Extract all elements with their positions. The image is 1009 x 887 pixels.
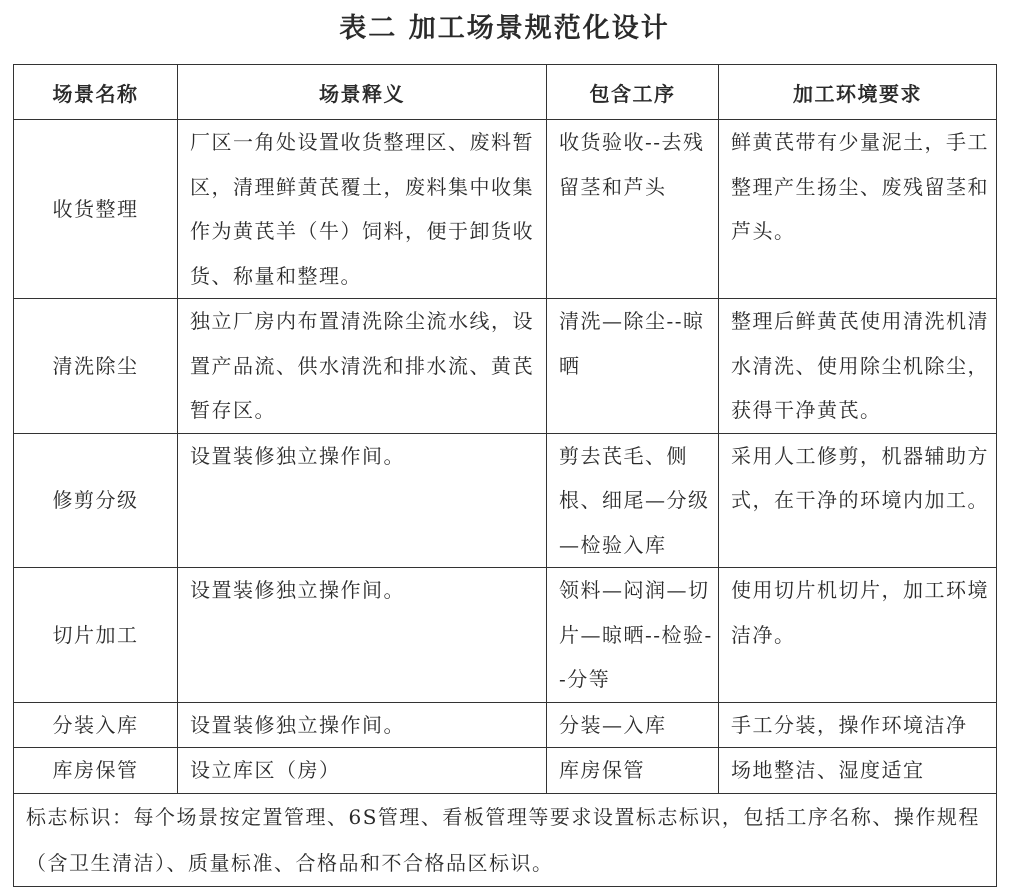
process-cell: 剪去芪毛、侧根、细尾—分级—检验入库 <box>547 433 719 568</box>
table-row <box>14 299 997 434</box>
footer-row <box>14 793 997 886</box>
header-scene-name: 场景名称 <box>14 65 178 120</box>
table-row <box>14 120 997 299</box>
table-row <box>14 702 997 748</box>
header-process: 包含工序 <box>547 65 719 120</box>
env-cell: 鲜黄芪带有少量泥土，手工整理产生扬尘、废残留茎和芦头。 <box>719 120 997 299</box>
header-scene-desc: 场景释义 <box>178 65 547 120</box>
scene-desc-cell: 独立厂房内布置清洗除尘流水线，设置产品流、供水清洗和排水流、黄芪暂存区。 <box>178 299 547 434</box>
env-cell: 使用切片机切片，加工环境洁净。 <box>719 568 997 703</box>
scene-name-cell: 库房保管 <box>14 748 178 794</box>
table-row <box>14 568 997 703</box>
env-cell: 采用人工修剪，机器辅助方式，在干净的环境内加工。 <box>719 433 997 568</box>
table-row <box>14 433 997 568</box>
process-cell: 领料—闷润—切片—晾晒--检验--分等 <box>547 568 719 703</box>
env-cell: 整理后鲜黄芪使用清洗机清水清洗、使用除尘机除尘，获得干净黄芪。 <box>719 299 997 434</box>
header-row <box>14 65 997 120</box>
scene-desc-cell: 设置装修独立操作间。 <box>178 702 547 748</box>
scene-desc-cell: 设立库区（房） <box>178 748 547 794</box>
process-cell: 清洗—除尘--晾晒 <box>547 299 719 434</box>
scene-name-cell: 收货整理 <box>14 120 178 299</box>
env-cell: 手工分装，操作环境洁净 <box>719 702 997 748</box>
process-design-table <box>13 64 997 887</box>
table-title: 表二 加工场景规范化设计 <box>339 13 670 44</box>
footer-note: 标志标识：每个场景按定置管理、6S管理、看板管理等要求设置标志标识，包括工序名称、操作规程（含卫生清洁）、质量标准、合格品和不合格品区标识。 <box>14 793 997 886</box>
process-cell: 分装—入库 <box>547 702 719 748</box>
scene-name-cell: 清洗除尘 <box>14 299 178 434</box>
scene-desc-cell: 厂区一角处设置收货整理区、废料暂区，清理鲜黄芪覆土，废料集中收集作为黄芪羊（牛）饲料，便于卸货收货、称量和整理。 <box>178 120 547 299</box>
process-cell: 收货验收--去残留茎和芦头 <box>547 120 719 299</box>
scene-name-cell: 分装入库 <box>14 702 178 748</box>
header-env: 加工环境要求 <box>719 65 997 120</box>
table-row <box>14 748 997 794</box>
env-cell: 场地整洁、湿度适宜 <box>719 748 997 794</box>
process-cell: 库房保管 <box>547 748 719 794</box>
scene-name-cell: 修剪分级 <box>14 433 178 568</box>
scene-desc-cell: 设置装修独立操作间。 <box>178 433 547 568</box>
scene-desc-cell: 设置装修独立操作间。 <box>178 568 547 703</box>
scene-name-cell: 切片加工 <box>14 568 178 703</box>
